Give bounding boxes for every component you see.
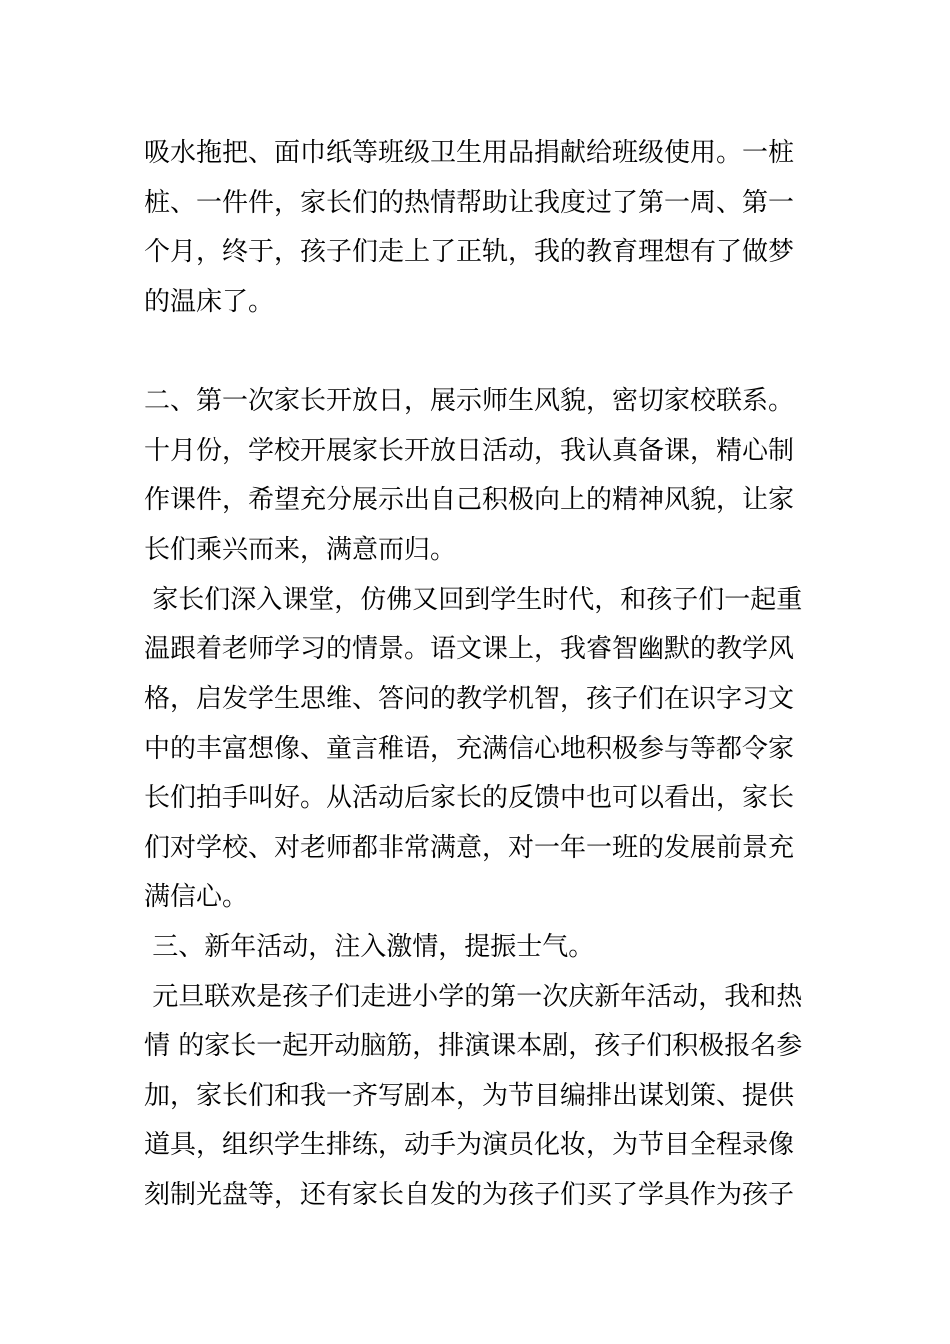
paragraph-line: 们对学校、对老师都非常满意，对一年一班的发展前景充 (144, 833, 795, 863)
paragraph-line: 温跟着老师学习的情景。语文课上，我睿智幽默的教学风 (144, 634, 795, 664)
paragraph-line: 吸水拖把、面巾纸等班级卫生用品捐献给班级使用。一桩 (144, 138, 795, 168)
paragraph-line: 中的丰富想像、童言稚语，充满信心地积极参与等都令家 (144, 734, 795, 764)
paragraph-line: 家长们深入课堂，仿佛又回到学生时代，和孩子们一起重 (144, 585, 803, 615)
paragraph-line: 情 的家长一起开动脑筋，排演课本剧，孩子们积极报名参 (144, 1031, 803, 1061)
paragraph-line: 元旦联欢是孩子们走进小学的第一次庆新年活动，我和热 (144, 982, 803, 1012)
section-heading: 二、第一次家长开放日，展示师生风貌，密切家校联系。 (144, 386, 795, 416)
paragraph-line: 刻制光盘等，还有家长自发的为孩子们买了学具作为孩子 (144, 1180, 795, 1210)
paragraph-line: 十月份，学校开展家长开放日活动，我认真备课，精心制 (144, 436, 795, 466)
paragraph-line: 长们乘兴而来，满意而归。 (144, 535, 457, 565)
paragraph-line: 的温床了。 (144, 287, 275, 317)
paragraph-line: 格，启发学生思维、答问的教学机智，孩子们在识字习文 (144, 684, 795, 714)
paragraph-line: 个月，终于，孩子们走上了正轨，我的教育理想有了做梦 (144, 237, 795, 267)
paragraph-line: 长们拍手叫好。从活动后家长的反馈中也可以看出，家长 (144, 783, 795, 813)
paragraph-line: 满信心。 (144, 882, 249, 912)
paragraph-line: 桩、一件件，家长们的热情帮助让我度过了第一周、第一 (144, 188, 795, 218)
paragraph-line: 加，家长们和我一齐写剧本，为节目编排出谋划策、提供 (144, 1081, 795, 1111)
section-heading: 三、新年活动，注入激情，提振士气。 (144, 932, 595, 962)
paragraph-line: 道具，组织学生排练，动手为演员化妆，为节目全程录像 (144, 1130, 795, 1160)
paragraph-line: 作课件，希望充分展示出自己积极向上的精神风貌，让家 (144, 485, 795, 515)
